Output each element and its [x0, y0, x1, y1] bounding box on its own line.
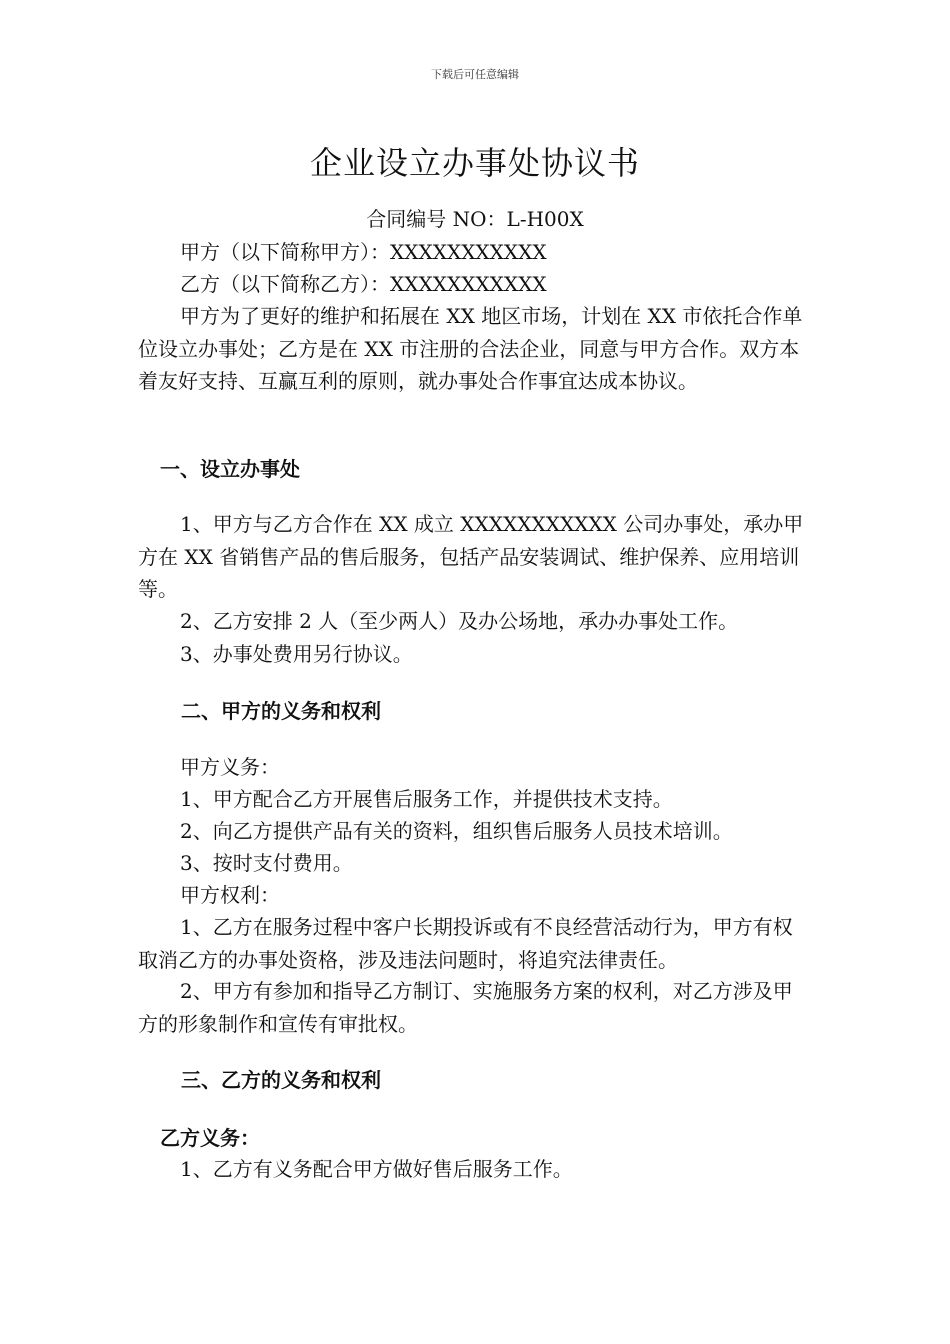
- party-a-duties-label: 甲方义务：: [180, 755, 280, 779]
- party-b-duty-1: 1、乙方有义务配合甲方做好售后服务工作。: [180, 1157, 573, 1181]
- party-b-duties-label: 乙方义务：: [160, 1126, 260, 1150]
- section-1-item-3: 3、办事处费用另行协议。: [180, 642, 413, 666]
- party-a-duty-2: 2、向乙方提供产品有关的资料，组织售后服务人员技术培训。: [180, 819, 733, 843]
- section-1-item-1: 1、甲方与乙方合作在 XX 成立 XXXXXXXXXXX 公司办事处，承办甲方在 XX 省销售产品的售后服务，包括产品安装调试、维护保养、应用培训等。: [138, 512, 804, 601]
- section-1-heading: 一、设立办事处: [160, 457, 300, 481]
- section-3-heading: 三、乙方的义务和权利: [181, 1068, 381, 1092]
- party-b-line: 乙方（以下简称乙方）：XXXXXXXXXXX: [180, 272, 547, 296]
- section-2-heading: 二、甲方的义务和权利: [181, 699, 381, 723]
- section-1-item-2: 2、乙方安排 2 人（至少两人）及办公场地，承办办事处工作。: [180, 609, 739, 633]
- party-a-right-2: 2、甲方有参加和指导乙方制订、实施服务方案的权利，对乙方涉及甲方的形象制作和宣传有审批权。: [138, 979, 793, 1036]
- intro-paragraph: 甲方为了更好的维护和拓展在 XX 地区市场，计划在 XX 市依托合作单位设立办事处；乙方是在 XX 市注册的合法企业，同意与甲方合作。双方本着友好支持、互赢互利的原则，就办事处合作事宜达成本协议。: [138, 304, 803, 393]
- contract-number: 合同编号 NO：L-H00X: [366, 207, 584, 231]
- header-note: 下载后可任意编辑: [431, 68, 519, 81]
- party-a-rights-label: 甲方权利：: [180, 883, 280, 907]
- party-a-line: 甲方（以下简称甲方）：XXXXXXXXXXX: [180, 240, 547, 264]
- party-a-right-1: 1、乙方在服务过程中客户长期投诉或有不良经营活动行为，甲方有权取消乙方的办事处资格，涉及违法问题时，将追究法律责任。: [138, 915, 793, 972]
- party-a-duty-1: 1、甲方配合乙方开展售后服务工作，并提供技术支持。: [180, 787, 673, 811]
- party-a-duty-3: 3、按时支付费用。: [180, 851, 353, 875]
- document-title: 企业设立办事处协议书: [309, 144, 640, 182]
